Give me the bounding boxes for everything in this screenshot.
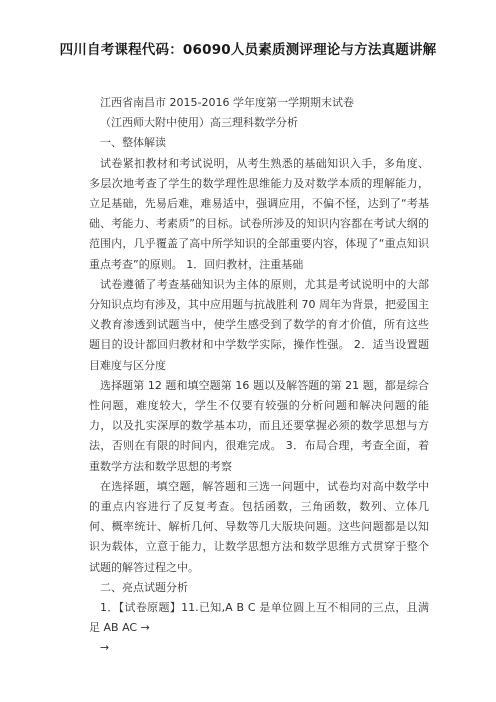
exam-subheading: （江西师大附中使用）高三理科数学分析	[100, 116, 298, 130]
document-title: 四川自考课程代码：06090人员素质测评理论与方法真题讲解	[59, 42, 437, 58]
paragraph-layout: 在选择题，填空题，解答题和三选一问题中，试卷均对高中数学中的重点内容进行了反复考查。包括函数，三角函数，数列、立体几何、概率统计、解析几何、导数等几大版块问题。这些问题都是以知识为载体，立意于能力，让数学思想方法和数学思维方式贯穿于整个试题的解答过程之中。	[89, 479, 429, 574]
section-heading-overview: 一、整体解读	[100, 136, 166, 150]
section-heading-highlights: 二、亮点试题分析	[100, 580, 188, 594]
paragraph-basics: 试卷遵循了考查基础知识为主体的原则，尤其是考试说明中的大部分知识点均有涉及，其中应用题与抗战胜利 70 周年为背景，把爱国主义教育渗透到试题当中，使学生感受到了数学的育才价值，所有这些题目的设计都回归教材和中学数学实际，操作性强。 2．适当设置题目难度与区分度	[89, 277, 429, 372]
document-body	[89, 93, 429, 659]
paragraph-difficulty: 选择题第 12 题和填空题第 16 题以及解答题的第 21 题，都是综合性问题，难度较大，学生不仅要有较强的分析问题和解决问题的能力，以及扎实深厚的数学基本功，而且还要掌握必须的数学思想与方法，否则在有限的时间内，很难完成。 3．布局合理，考查全面，着重数学方法和数学思想的考察	[89, 378, 429, 473]
arrow-line: →	[100, 641, 110, 655]
paragraph-question: 1．【试卷原题】11.已知,A B C 是单位圆上互不相同的三点，且满足 AB AC →	[89, 601, 429, 635]
paragraph-overview: 试卷紧扣教材和考试说明，从考生熟悉的基础知识入手，多角度、多层次地考查了学生的数学理性思维能力及对数学本质的理解能力，立足基础，先易后难，难易适中，强调应用，不偏不怪，达到了“考基础、考能力、考素质”的目标。试卷所涉及的知识内容都在考试大纲的范围内，几乎覆盖了高中所学知识的全部重要内容，体现了“重点知识重点考查”的原则。 1．回归教材，注重基础	[89, 156, 429, 271]
exam-heading: 江西省南昌市 2015-2016 学年度第一学期期末试卷	[100, 96, 354, 109]
